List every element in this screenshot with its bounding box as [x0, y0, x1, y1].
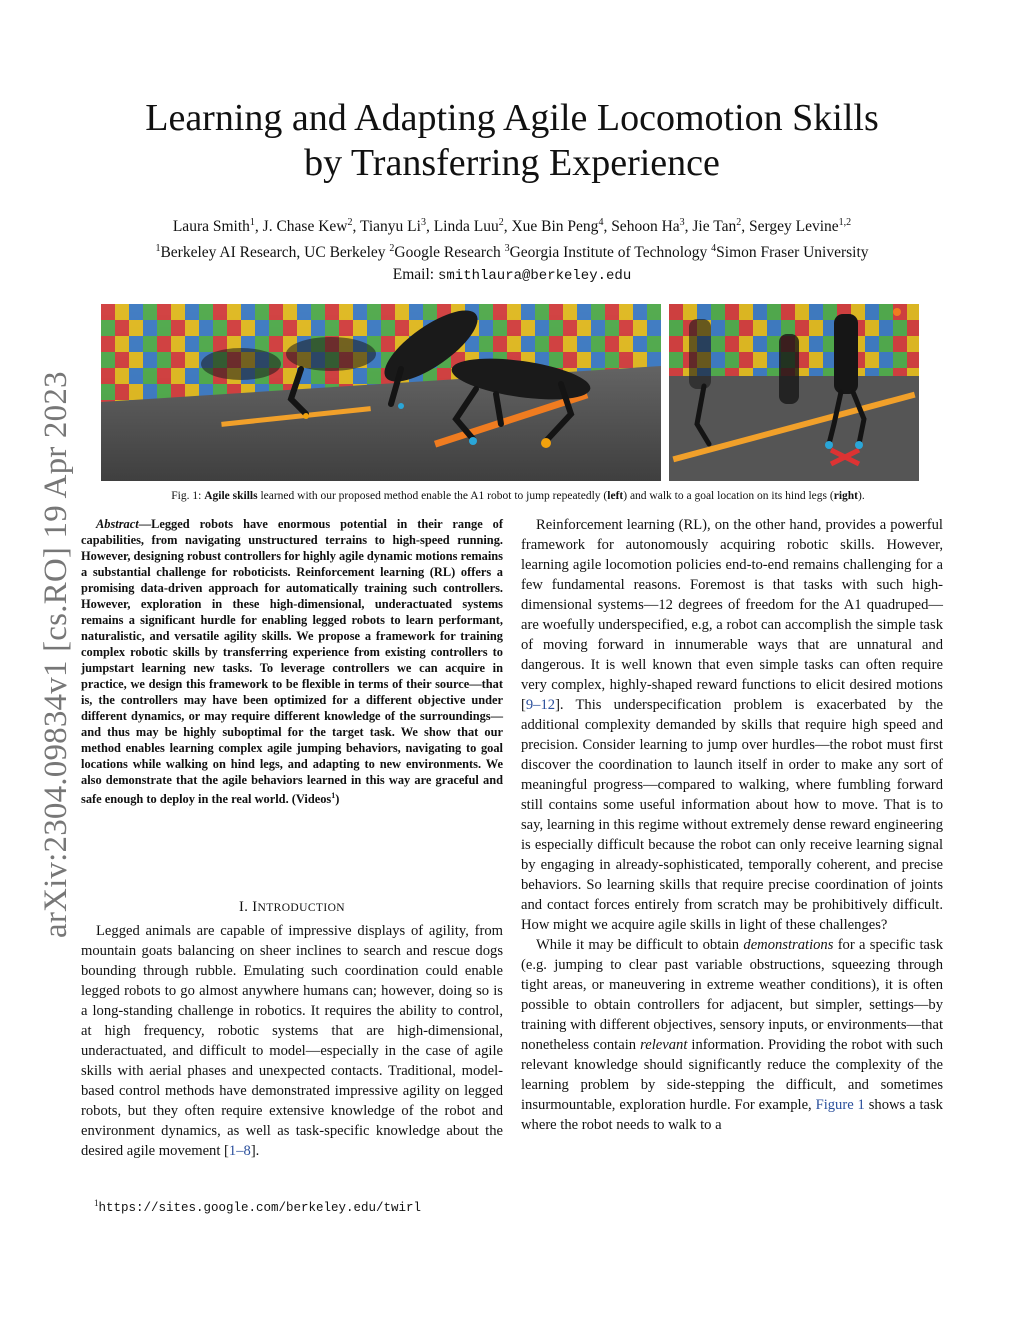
author: Linda Luu$^2$ [433, 217, 504, 236]
arxiv-identifier: arXiv:2304.09834v1 [cs.RO] 19 Apr 2023 [38, 371, 74, 938]
email-address[interactable]: smithlaura@berkeley.edu [437, 268, 632, 285]
title-line-1: Learning and Adapting Agile Locomotion Skills [145, 97, 879, 139]
citation-link[interactable]: 1–8 [228, 1143, 251, 1159]
author: Jie Tan$^2$ [692, 217, 742, 236]
figure-1-reference[interactable]: Figure 1 [815, 1097, 865, 1113]
introduction-paragraph-1: Legged animals are capable of impressive displays of agility, from mountain goats balancing on sheer inclines to search and rescue dogs bounding through rubble. Emulating such coordination could enable legged robots to go almost anywhere humans can; however, doing so is a long-standing challenge in robotics. It requires the ability to control, at high frequency, robotic systems that are high-dimensional, underactuated, and difficult to model—especially in the case of agile skills with aerial phases and unexpected contacts. Traditional, model-based control methods have demonstrated impressive agility on legged robots, but they often require extensive knowledge of the robot and environment dynamics, as well as task-specific knowledge about the desired agile movement [1–8]. [81, 923, 503, 1159]
email-line: Email: smithlaura@berkeley.edu [392, 266, 632, 285]
videos-link[interactable]: (Videos$^1$) [291, 791, 340, 807]
abstract: Abstract—Legged robots have enormous potential in their range of capabilities, from navigating unstructured terrains to high-speed running. However, designing robust controllers for highly agile dynamic motions remains a substantial challenge for roboticists. Reinforcement learning (RL) offers a promising data-driven approach for automatically training such controllers. However, exploration in these high-dimensional, underactuated systems remains a significant hurdle for enabling legged robots to learn performant, naturalistic, and versatile agility skills. We propose a framework for training complex robotic skills by transferring experience from existing controllers to jumpstart learning new tasks. To leverage controllers we can acquire in practice, we design this framework to be flexible in terms of their source—that is, the controllers may have been optimized for a different objective under different dynamics, or may require different knowledge of the surroundings—and thus may be highly suboptimal for the target task. We show that our method enables learning complex agile jumping behaviors, navigating to goal locations while walking on hind legs, and adapting to new environments. We also demonstrate that the agile behaviors learned in this way are graceful and safe enough to deploy in the real world. (Videos$^1$) [81, 517, 503, 807]
rl-paragraph: Reinforcement learning (RL), on the other hand, provides a powerful framework for autonomously acquiring robotic skills. However, learning agile locomotion policies end-to-end remains challenging for a few fundamental reasons. Foremost is that tasks with such high-dimensional systems—12 degrees of freedom for the A1 quadruped—are woefully underspecified, e.g, a robot can accomplish the simple task of moving forward in innumerable ways that are unnatural and dangerous. It is well known that even simple tasks can often require very complex, highly-shaped reward functions to elicit desired motions [9–12]. This underspecification problem is exacerbated by the additional complexity demanded by skills that require high speed and precision. Consider learning to jump over hurdles—the robot must first discover the coordination to launch itself in order to make any sort of meaningful progress—compared to walking, where fumbling forward still contains some useful information about how to move. That is to say, learning in this regime without extremely dense reward engineering is especially difficult because the robot can only receive learning signal by engaging in already-sophisticated, temporally coherent, and precise behaviors. So learning skills that require precise coordination of joints and contact forces entirely from scratch may be prohibitively difficult. How might we acquire agile skills in light of these challenges? [521, 517, 943, 933]
author: Sehoon Ha$^3$ [611, 217, 685, 236]
footnote: $^1$https://sites.google.com/berkeley.edu/twirl [94, 1198, 422, 1216]
right-column [521, 515, 943, 1135]
author-list: Laura Smith$^1$, J. Chase Kew$^2$, Tianyu Li$^3$, Linda Luu$^2$, Xue Bin Peng$^4$, Sehoon Ha$^3$, Jie Tan$^2$, Sergey Levine$^{1,2}$ [172, 217, 852, 236]
figure-1-left-jumping [101, 304, 661, 481]
citation-link[interactable]: 9–12 [525, 697, 556, 713]
footnote-url[interactable]: https://sites.google.com/berkeley.edu/twirl [98, 1201, 422, 1216]
author: Tianyu Li$^3$ [359, 217, 426, 236]
demonstrations-paragraph: While it may be difficult to obtain demonstrations for a specific task (e.g. jumping to clear past variable obstructions, squeezing through tight areas, or maneuvering in extreme weather conditions), it is often possible to obtain controllers for adjacent, but simpler, settings—by training with different objectives, sensory inputs, or environments—that nonetheless contain relevant information. Providing the robot with such relevant knowledge should significantly reduce the complexity of the learning problem by side-stepping the difficult, and sometimes insurmountable, exploration hurdle. For example, Figure 1 shows a task where the robot needs to walk to a [521, 937, 944, 1133]
author: Laura Smith$^1$ [172, 217, 255, 236]
author: Sergey Levine$^{1,2}$ [748, 217, 852, 236]
section-heading-introduction: I. INTRODUCTION [239, 899, 345, 915]
figure-1-caption: Fig. 1: Agile skills learned with our proposed method enable the A1 robot to jump repeatedly (left) and walk to a goal location on its hind legs (right). [171, 490, 865, 502]
author: J. Chase Kew$^2$ [262, 217, 353, 236]
paper-title [0, 96, 1024, 186]
title-line-2: by Transferring Experience [304, 142, 720, 184]
author-block [0, 212, 1024, 287]
author: Xue Bin Peng$^4$ [511, 217, 604, 236]
affiliation-list: $^1$Berkeley AI Research, UC Berkeley $^2$Google Research $^3$Georgia Institute of Technology $^4$Simon Fraser University [155, 243, 869, 262]
figure-1-right-hind-legs [669, 304, 919, 481]
